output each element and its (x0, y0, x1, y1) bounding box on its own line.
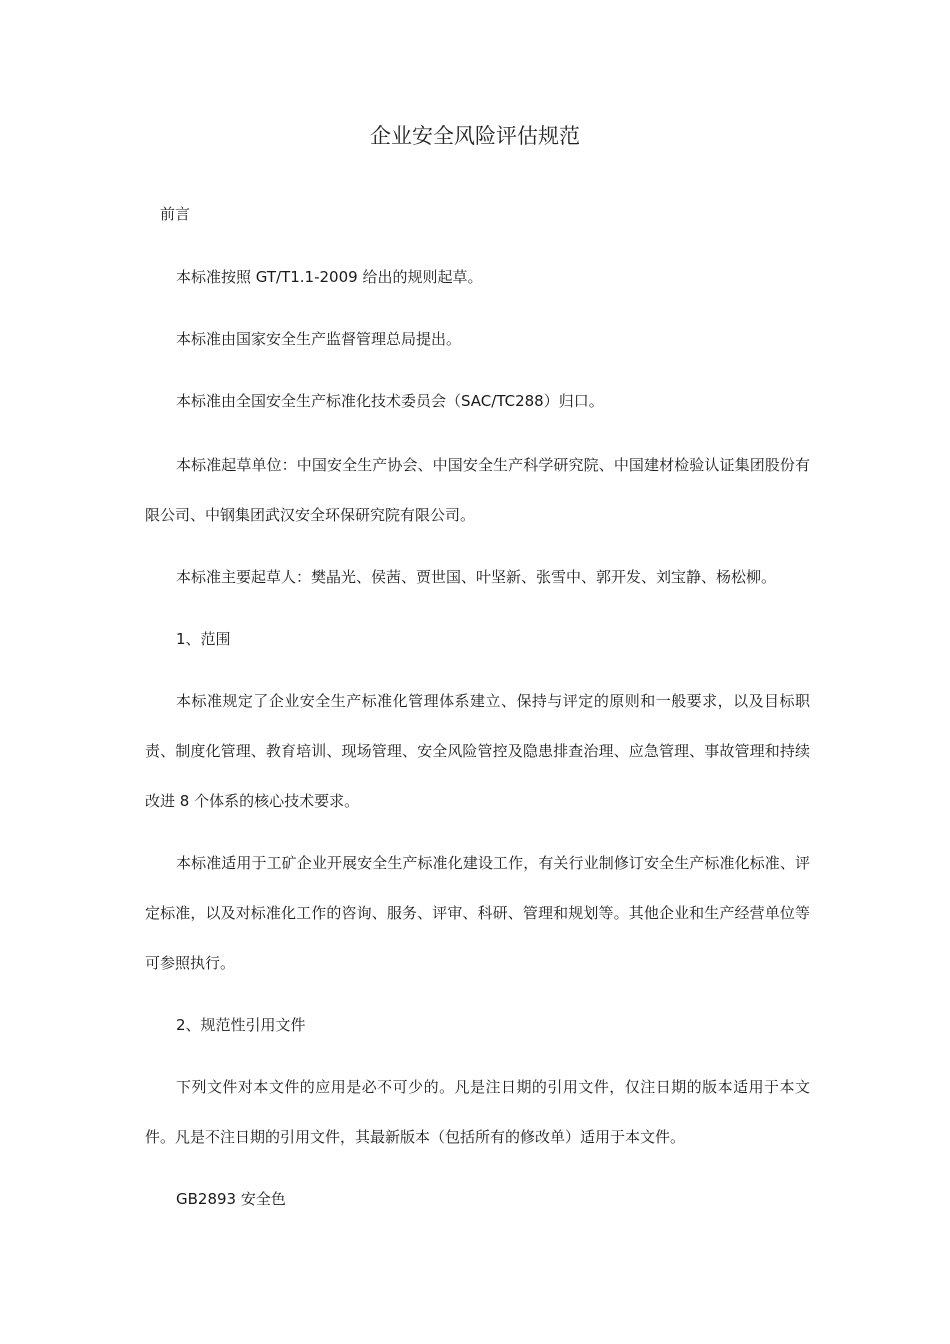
paragraph-centralized-by: 本标准由全国安全生产标准化技术委员会（SAC/TC288）归口。 (176, 392, 604, 410)
preface-heading: 前言 (160, 205, 191, 223)
section-heading-normative-references: 2、规范性引用文件 (176, 1016, 306, 1034)
paragraph-drafting-rules: 本标准按照 GT/T1.1-2009 给出的规则起草。 (176, 268, 483, 286)
paragraph-references-intro: 下列文件对本文件的应用是必不可少的。凡是注日期的引用文件，仅注日期的版本适用于本文件。凡是不注日期的引用文件，其最新版本（包括所有的修改单）适用于本文件。 (145, 1078, 810, 1146)
section-heading-scope: 1、范围 (176, 630, 231, 648)
paragraph-scope-applicability: 本标准适用于工矿企业开展安全生产标准化建设工作，有关行业制修订安全生产标准化标准、评定标准，以及对标准化工作的咨询、服务、评审、科研、管理和规划等。其他企业和生产经营单位等可参照执行。 (145, 854, 810, 972)
reference-item-gb2893: GB2893 安全色 (176, 1190, 286, 1208)
paragraph-drafting-units: 本标准起草单位：中国安全生产协会、中国安全生产科学研究院、中国建材检验认证集团股份有限公司、中钢集团武汉安全环保研究院有限公司。 (145, 456, 810, 524)
paragraph-drafters: 本标准主要起草人：樊晶光、侯茜、贾世国、叶坚新、张雪中、郭开发、刘宝静、杨松柳。 (176, 568, 777, 586)
document-title: 企业安全风险评估规范 (370, 124, 580, 148)
paragraph-scope-content: 本标准规定了企业安全生产标准化管理体系建立、保持与评定的原则和一般要求，以及目标职责、制度化管理、教育培训、现场管理、安全风险管控及隐患排查治理、应急管理、事故管理和持续改进 8 个体系的核心技术要求。 (145, 692, 810, 810)
paragraph-proposer: 本标准由国家安全生产监督管理总局提出。 (176, 330, 462, 348)
